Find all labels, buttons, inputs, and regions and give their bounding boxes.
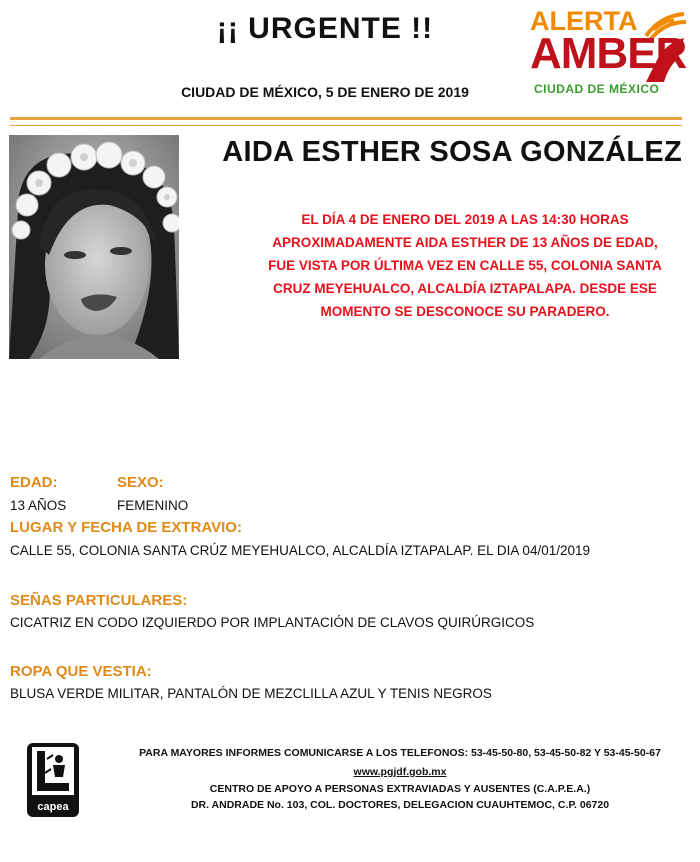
incident-description [245, 208, 685, 323]
capea-logo-text: capea [37, 801, 69, 813]
senas-value: CICATRIZ EN CODO IZQUIERDO POR IMPLANTACIÓN DE CLAVOS QUIRÚRGICOS [10, 615, 535, 630]
description-line: CRUZ MEYEHUALCO, ALCALDÍA IZTAPALAPA. DESDE ESE [273, 281, 657, 296]
edad-label: EDAD: [10, 474, 58, 491]
senas-label: SEÑAS PARTICULARES: [10, 592, 188, 609]
description-line: FUE VISTA POR ÚLTIMA VEZ EN CALLE 55, COLONIA SANTA [268, 258, 662, 273]
header-divider [10, 117, 682, 120]
urgent-heading: ¡¡ URGENTE !! [216, 12, 434, 45]
sexo-label: SEXO: [117, 474, 164, 491]
sexo-value: FEMENINO [117, 498, 189, 513]
missing-person-photo [9, 135, 179, 359]
logo-alerta-text: ALERTA [530, 6, 638, 36]
description-line: APROXIMADAMENTE AIDA ESTHER DE 13 AÑOS DE EDAD, [272, 235, 658, 250]
footer-address: DR. ANDRADE No. 103, COL. DOCTORES, DELEGACION CUAUHTEMOC, C.P. 06720 [190, 799, 610, 811]
logo-amber-text: AMBER [530, 29, 687, 78]
alerta-amber-logo [530, 6, 685, 101]
capea-logo [27, 743, 79, 817]
logo-city-text: CIUDAD DE MÉXICO [534, 82, 660, 96]
ropa-label: ROPA QUE VESTIA: [10, 663, 152, 680]
footer-phones: PARA MAYORES INFORMES COMUNICARSE A LOS TELEFONOS: 53-45-50-80, 53-45-50-82 Y 53-45-50-67 [139, 747, 661, 759]
description-line: MOMENTO SE DESCONOCE SU PARADERO. [320, 304, 610, 319]
lugar-label: LUGAR Y FECHA DE EXTRAVIO: [10, 519, 242, 536]
description-line: EL DÍA 4 DE ENERO DEL 2019 A LAS 14:30 HORAS [301, 212, 629, 227]
header-divider-thin [10, 125, 682, 126]
lugar-value: CALLE 55, COLONIA SANTA CRÚZ MEYEHUALCO, ALCALDÍA IZTAPALAP. EL DIA 04/01/2019 [10, 543, 590, 558]
footer-center: CENTRO DE APOYO A PERSONAS EXTRAVIADAS Y AUSENTES (C.A.P.E.A.) [209, 783, 591, 795]
ropa-value: BLUSA VERDE MILITAR, PANTALÓN DE MEZCLILLA AZUL Y TENIS NEGROS [10, 686, 492, 701]
edad-value: 13 AÑOS [10, 498, 67, 513]
city-date: CIUDAD DE MÉXICO, 5 DE ENERO DE 2019 [181, 84, 469, 100]
footer-website-link[interactable]: www.pgjdf.gob.mx [353, 766, 447, 778]
person-name: AIDA ESTHER SOSA GONZÁLEZ [222, 136, 682, 168]
